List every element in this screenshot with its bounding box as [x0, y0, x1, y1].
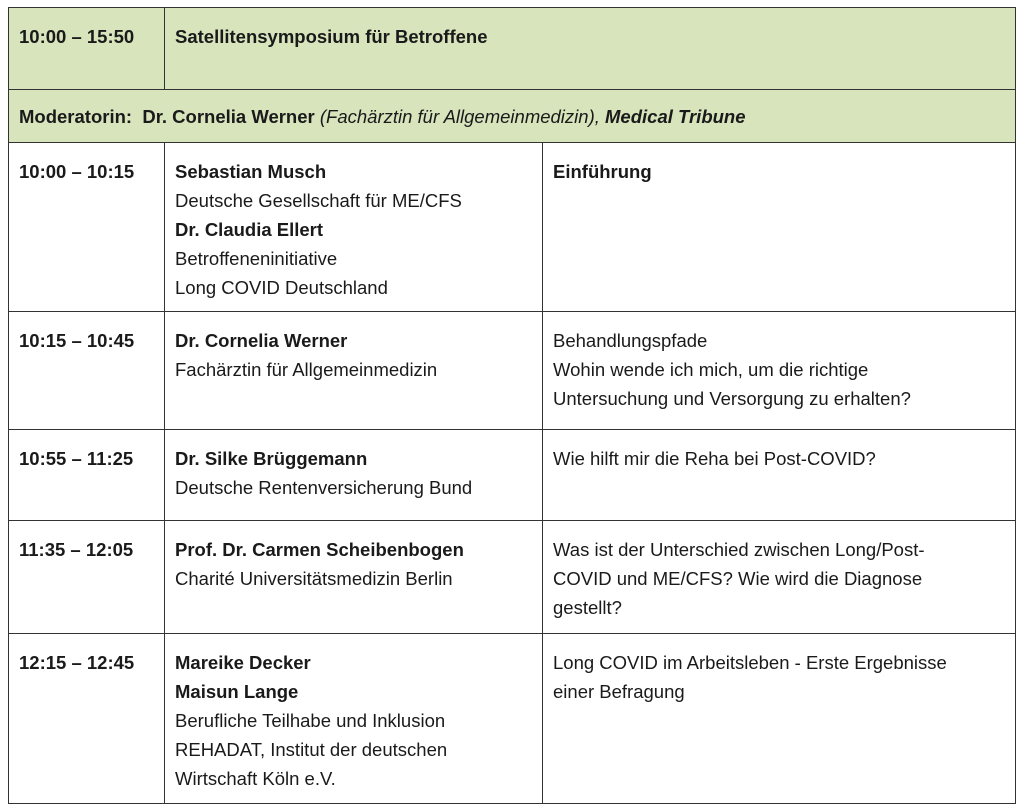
moderation-label: Moderatorin: [19, 105, 133, 127]
session-topic [543, 521, 1016, 634]
speaker-name: Maisun Lange [175, 681, 299, 702]
session-row [9, 521, 1016, 634]
topic-line: Einführung [553, 161, 652, 182]
speaker-affiliation: Deutsche Rentenversicherung Bund [175, 477, 473, 498]
speaker-name: Prof. Dr. Carmen Scheibenbogen [175, 539, 464, 560]
speaker-name: Mareike Decker [175, 652, 311, 673]
topic-line: COVID und ME/CFS? Wie wird die Diagnose [553, 568, 923, 589]
topic-line: Wie hilft mir die Reha bei Post-COVID? [553, 448, 876, 469]
topic-line: Long COVID im Arbeitsleben - Erste Ergebnisse [553, 652, 947, 673]
speaker-name: Dr. Claudia Ellert [175, 219, 324, 240]
speaker-affiliation: Charité Universitätsmedizin Berlin [175, 568, 453, 589]
moderation-cell [9, 90, 1016, 143]
session-time: 10:15 – 10:45 [9, 312, 165, 430]
speaker-affiliation: Deutsche Gesellschaft für ME/CFS [175, 190, 462, 211]
speaker-affiliation: REHADAT, Institut der deutschen [175, 739, 448, 760]
session-speakers [165, 634, 543, 804]
session-topic [543, 430, 1016, 521]
header-row [9, 8, 1016, 90]
topic-line: gestellt? [553, 597, 622, 618]
speaker-name: Sebastian Musch [175, 161, 327, 182]
session-row [9, 143, 1016, 312]
topic-line: Behandlungspfade [553, 330, 708, 351]
speaker-affiliation: Long COVID Deutschland [175, 277, 388, 298]
moderation-row [9, 90, 1016, 143]
session-speakers [165, 143, 543, 312]
session-speakers [165, 521, 543, 634]
speaker-affiliation: Betroffeneninitiative [175, 248, 338, 269]
speaker-name: Dr. Silke Brüggemann [175, 448, 368, 469]
program-table-wrapper [8, 7, 1015, 804]
header-time: 10:00 – 15:50 [9, 8, 165, 90]
topic-line: Was ist der Unterschied zwischen Long/Post- [553, 539, 925, 560]
session-time: 12:15 – 12:45 [9, 634, 165, 804]
session-row [9, 430, 1016, 521]
moderation-org: Medical Tribune [605, 105, 746, 127]
moderation-name: Dr. Cornelia Werner [142, 105, 315, 127]
session-row [9, 312, 1016, 430]
speaker-name: Dr. Cornelia Werner [175, 330, 348, 351]
speaker-affiliation: Berufliche Teilhabe und Inklusion [175, 710, 446, 731]
topic-line: Untersuchung und Versorgung zu erhalten? [553, 388, 911, 409]
session-time: 10:00 – 10:15 [9, 143, 165, 312]
speaker-affiliation: Fachärztin für Allgemeinmedizin [175, 359, 438, 380]
session-time: 11:35 – 12:05 [9, 521, 165, 634]
session-time: 10:55 – 11:25 [9, 430, 165, 521]
topic-line: Wohin wende ich mich, um die richtige [553, 359, 869, 380]
speaker-affiliation: Wirtschaft Köln e.V. [175, 768, 336, 789]
session-speakers [165, 312, 543, 430]
topic-line: einer Befragung [553, 681, 685, 702]
moderation-role: (Fachärztin für Allgemeinmedizin), [319, 105, 600, 127]
session-topic [543, 634, 1016, 804]
program-table [8, 7, 1016, 804]
session-row [9, 634, 1016, 804]
session-speakers [165, 430, 543, 521]
header-title: Satellitensymposium für Betroffene [165, 8, 1016, 90]
session-topic [543, 143, 1016, 312]
session-topic [543, 312, 1016, 430]
